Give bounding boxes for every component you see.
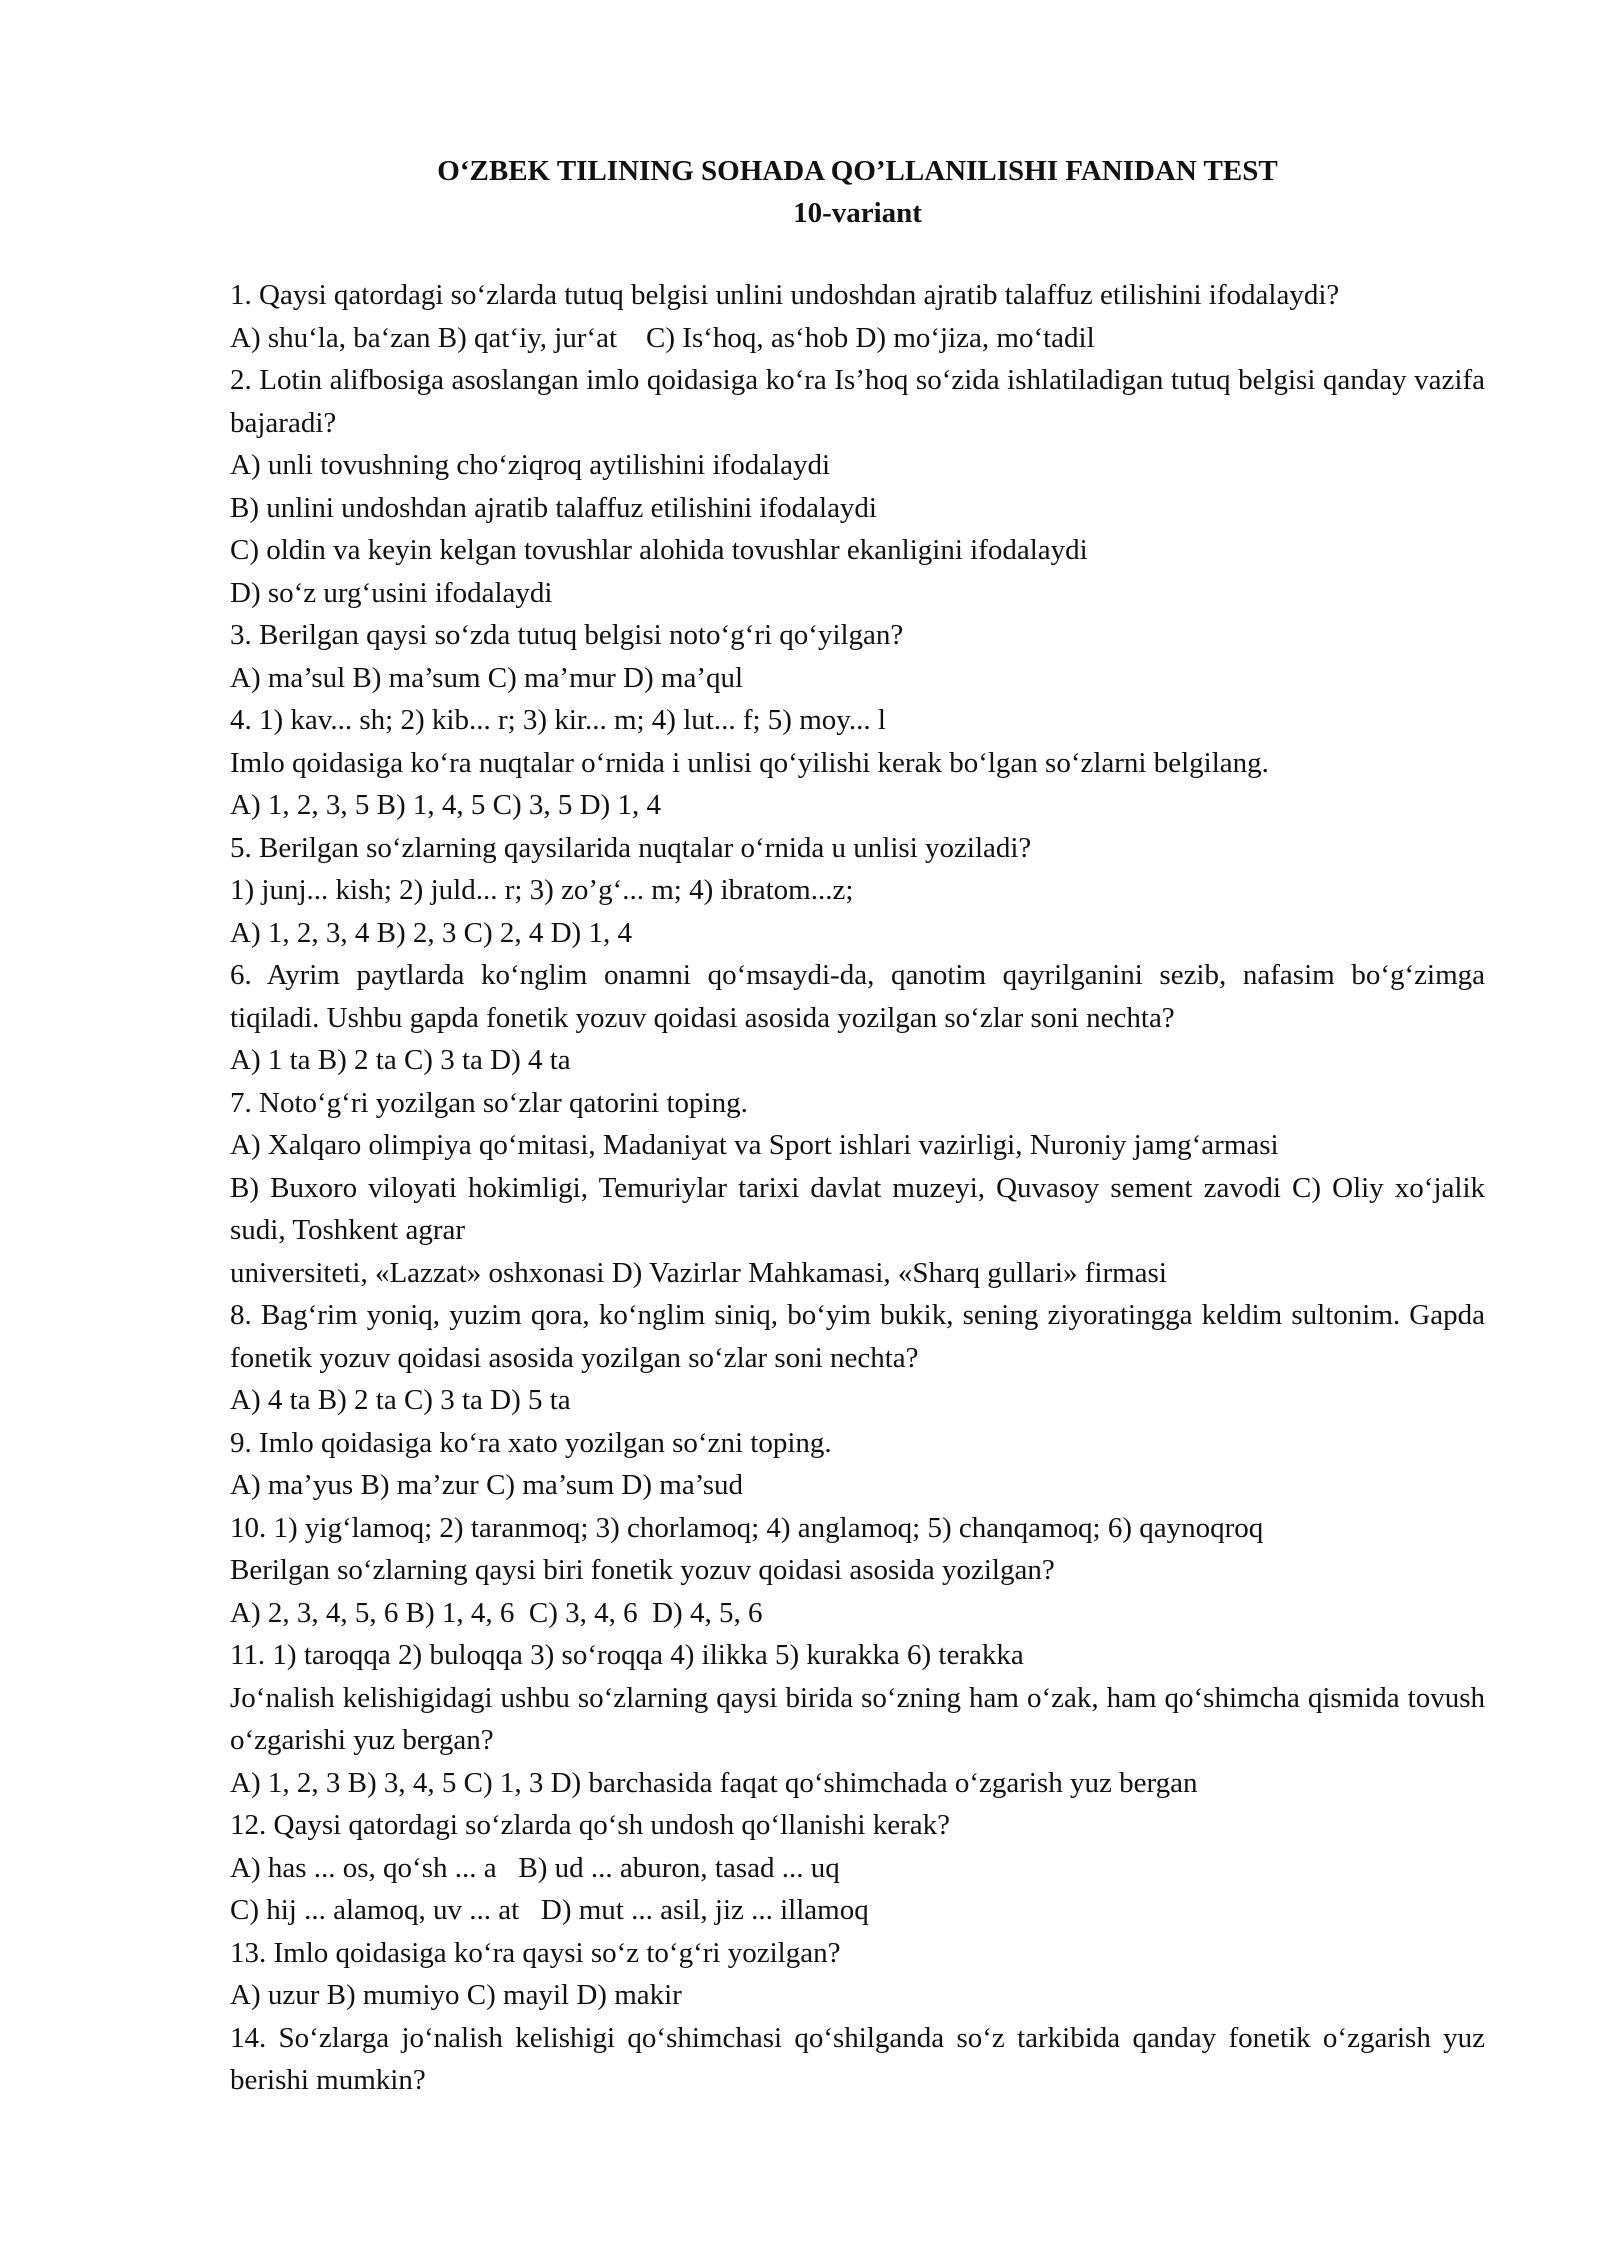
title-spacer	[230, 234, 1485, 274]
text-line: 4. 1) kav... sh; 2) kib... r; 3) kir... m; 4) lut... f; 5) moy... l	[230, 704, 886, 736]
text-line: A) ma’sul B) ma’sum C) ma’mur D) ma’qul	[230, 661, 744, 694]
text-line: A) 1, 2, 3, 5 B) 1, 4, 5 C) 3, 5 D) 1, 4	[230, 789, 661, 821]
text-line: 5. Berilgan so‘zlarning qaysilarida nuqtalar o‘rnida u unlisi yoziladi?	[230, 831, 1032, 864]
text-line: A) 1, 2, 3, 4 B) 2, 3 C) 2, 4 D) 1, 4	[230, 916, 632, 949]
text-line: C) oldin va keyin kelgan tovushlar alohida tovushlar ekanligini ifodalaydi	[230, 534, 1088, 566]
text-line: Imlo qoidasiga ko‘ra nuqtalar o‘rnida i unlisi qo‘yilishi kerak bo‘lgan so‘zlarni belgilang.	[230, 746, 1269, 779]
text-line: A) has ... os, qo‘sh ... a B) ud ... aburon, tasad ... uq	[230, 1851, 840, 1884]
variant-label: 10-variant	[793, 197, 922, 229]
document-title: O‘ZBEK TILINING SOHADA QO’LLANILISHI FANIDAN TEST	[437, 155, 1278, 187]
text-line: 14. So‘zlarga jo‘nalish kelishigi qo‘shimchasi qo‘shilganda so‘z tarkibida qanday fonetik o‘zgarish yuz berishi mumkin?	[230, 2021, 1493, 2096]
text-line: 12. Qaysi qatordagi so‘zlarda qo‘sh undosh qo‘llanishi kerak?	[230, 1809, 950, 1841]
text-line: 13. Imlo qoidasiga ko‘ra qaysi so‘z to‘g‘ri yozilgan?	[230, 1936, 841, 1969]
text-line: A) uzur B) mumiyo C) mayil D) makir	[230, 1979, 682, 2011]
text-line: C) hij ... alamoq, uv ... at D) mut ... asil, jiz ... illamoq	[230, 1894, 869, 1926]
text-line: 7. Noto‘g‘ri yozilgan so‘zlar qatorini toping.	[230, 1086, 748, 1119]
text-line: A) 4 ta B) 2 ta C) 3 ta D) 5 ta	[230, 1384, 571, 1416]
text-line: A) ma’yus B) ma’zur C) ma’sum D) ma’sud	[230, 1469, 744, 1501]
text-line: A) 1, 2, 3 B) 3, 4, 5 C) 1, 3 D) barchasida faqat qo‘shimchada o‘zgarish yuz bergan	[230, 1766, 1198, 1799]
text-line: 9. Imlo qoidasiga ko‘ra xato yozilgan so‘zni toping.	[230, 1426, 832, 1459]
text-line: A) 1 ta B) 2 ta C) 3 ta D) 4 ta	[230, 1044, 571, 1076]
text-line: Jo‘nalish kelishigidagi ushbu so‘zlarning qaysi birida so‘zning ham o‘zak, ham qo‘shimcha qismida tovush o‘zgarishi yuz bergan?	[230, 1681, 1493, 1756]
text-line: B) unlini undoshdan ajratib talaffuz etilishini ifodalaydi	[230, 491, 877, 524]
text-line: 6. Ayrim paytlarda ko‘nglim onamni qo‘msaydi-da, qanotim qayrilganini sezib, nafasim bo‘g‘zimga tiqiladi. Ushbu gapda fonetik yozuv qoidasi asosida yozilgan so‘zlar soni nechta?	[230, 959, 1493, 1034]
text-line: 1) junj... kish; 2) juld... r; 3) zo’g‘... m; 4) ibratom...z;	[230, 874, 854, 906]
text-line: 2. Lotin alifbosiga asoslangan imlo qoidasiga ko‘ra Is’hoq so‘zida ishlatiladigan tutuq belgisi qanday vazifa bajaradi?	[230, 364, 1493, 439]
text-line: 3. Berilgan qaysi so‘zda tutuq belgisi noto‘g‘ri qo‘yilgan?	[230, 619, 904, 651]
text-line: universiteti, «Lazzat» oshxonasi D) Vazirlar Mahkamasi, «Sharq gullari» firmasi	[230, 1256, 1167, 1289]
text-line: 8. Bag‘rim yoniq, yuzim qora, ko‘nglim siniq, bo‘yim bukik, sening ziyoratingga keldim sultonim. Gapda fonetik yozuv qoidasi asosida yozilgan so‘zlar soni nechta?	[230, 1299, 1493, 1374]
text-line: A) unli tovushning cho‘ziqroq aytilishini ifodalaydi	[230, 449, 831, 481]
text-line: 1. Qaysi qatordagi so‘zlarda tutuq belgisi unlini undoshdan ajratib talaffuz etilishini ifodalaydi?	[230, 279, 1340, 311]
document-page	[230, 150, 1493, 2102]
text-line: Berilgan so‘zlarning qaysi biri fonetik yozuv qoidasi asosida yozilgan?	[230, 1554, 1055, 1586]
text-line: 10. 1) yig‘lamoq; 2) taranmoq; 3) chorlamoq; 4) anglamoq; 5) chanqamoq; 6) qaynoqroq	[230, 1511, 1264, 1544]
test-questions	[230, 274, 1493, 2102]
text-line: A) shu‘la, ba‘zan B) qat‘iy, jur‘at C) Is‘hoq, as‘hob D) mo‘jiza, mo‘tadil	[230, 321, 1095, 354]
text-line: A) 2, 3, 4, 5, 6 B) 1, 4, 6 C) 3, 4, 6 D) 4, 5, 6	[230, 1596, 763, 1629]
text-line: B) Buxoro viloyati hokimligi, Temuriylar tarixi davlat muzeyi, Quvasoy sement zavodi C) Oliy xo‘jalik sudi, Toshkent agrar	[230, 1171, 1493, 1246]
text-line: D) so‘z urg‘usini ifodalaydi	[230, 576, 553, 609]
text-line: 11. 1) taroqqa 2) buloqqa 3) so‘roqqa 4) ilikka 5) kurakka 6) terakka	[230, 1639, 1024, 1671]
text-line: A) Xalqaro olimpiya qo‘mitasi, Madaniyat va Sport ishlari vazirligi, Nuroniy jamg‘armasi	[230, 1129, 1279, 1161]
